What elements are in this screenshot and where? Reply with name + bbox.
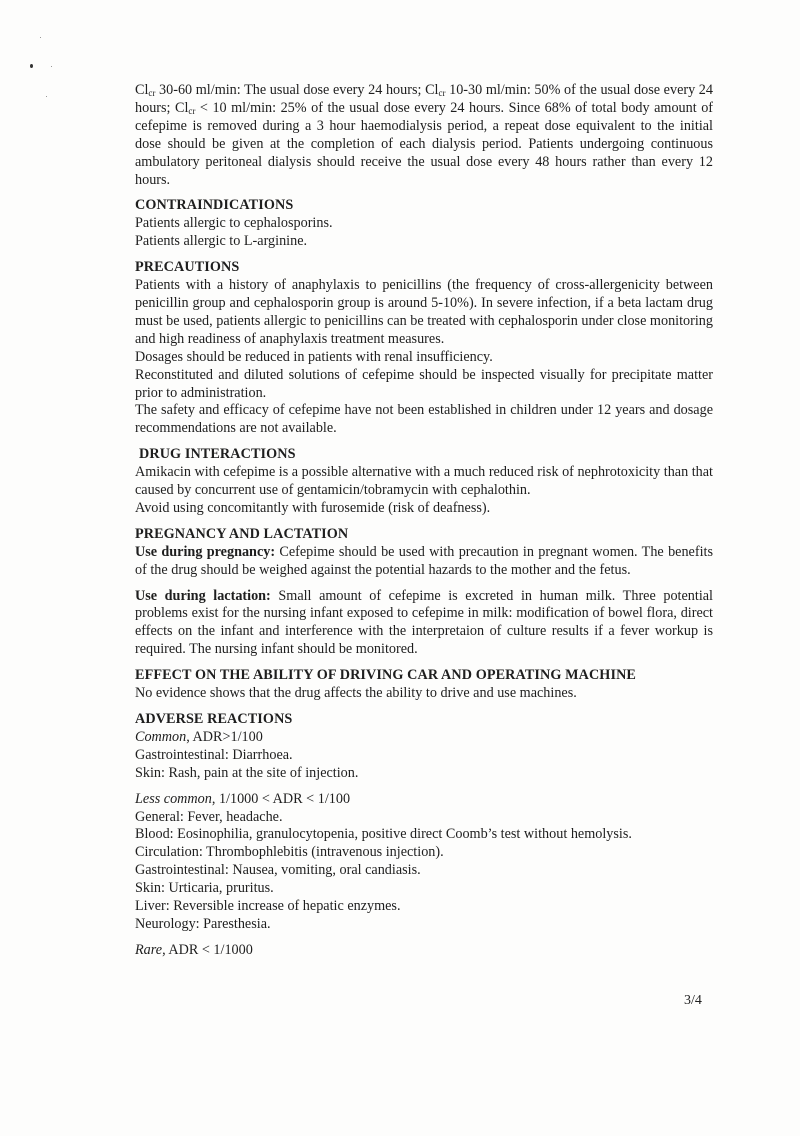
driving-heading: EFFECT ON THE ABILITY OF DRIVING CAR AND OPERATING MACHINE: [135, 667, 636, 684]
renal-dosage-text-1: 30-60 ml/min: The usual dose every 24 hours;: [155, 82, 426, 98]
contraindications-heading: CONTRAINDICATIONS: [135, 197, 294, 214]
clcr-symbol: Cl: [175, 99, 189, 116]
drug-interactions-section: [135, 446, 713, 518]
rare-frequency: , ADR < 1/1000: [162, 941, 253, 958]
renal-dosage-text-2: 10-30 ml/min: 50% of the usual dose every 24 hours;: [135, 82, 713, 116]
scan-speck: [40, 37, 41, 38]
scan-speck: [51, 66, 52, 67]
clcr-subscript: cr: [188, 105, 196, 116]
clcr-symbol: Cl: [425, 82, 439, 98]
precautions-paragraph: Dosages should be reduced in patients with renal insufficiency.: [135, 348, 493, 365]
renal-dosage-text-3: < 10 ml/min: 25% of the usual dose every 24 hours. Since 68% of total body amount of cefepime is removed during a 3 hour haemodialysis period, a repeat dose equivalent to the initial dose should be given at the completion of each dialysis period. Patients undergoing continuous ambulatory peritoneal dialysis should receive the usual dose every 48 hours rather than every 12 hours.: [135, 99, 714, 188]
pregnancy-lactation-section: [135, 526, 713, 659]
adverse-reactions-heading: ADVERSE REACTIONS: [135, 711, 293, 727]
lactation-label: Use during lactation:: [135, 587, 271, 604]
adverse-reaction-item: Skin: Urticaria, pruritus.: [135, 880, 274, 897]
scan-speck: [30, 64, 33, 68]
contraindication-item: Patients allergic to L-arginine.: [135, 233, 308, 250]
page-number: 3/4: [684, 993, 702, 1008]
clcr-symbol: Cl: [135, 82, 149, 98]
lactation-text: Small amount of cefepime is excreted in human milk. Three potential problems exist for the nursing infant exposed to cefepime in milk: modification of bowel flora, direct effects on the infant and interference with the interpretaion of culture results if a fever workup is required. The nursing infant should be monitored.: [135, 587, 713, 658]
adverse-reaction-item: Circulation: Thrombophlebitis (intravenous injection).: [135, 844, 444, 861]
precautions-section: [135, 259, 713, 438]
precautions-paragraph: The safety and efficacy of cefepime have not been established in children under 12 years and dosage recommendations are not available.: [135, 402, 713, 437]
pregnancy-label: Use during pregnancy:: [135, 543, 276, 560]
common-frequency-line: [135, 729, 713, 747]
adverse-reaction-item: Liver: Reversible increase of hepatic enzymes.: [135, 898, 401, 915]
common-label: Common: [135, 728, 187, 745]
drug-interactions-paragraph: Amikacin with cefepime is a possible alternative with a much reduced risk of nephrotoxicity than that caused by concurrent use of gentamicin/tobramycin with cephalothin.: [135, 464, 713, 499]
adverse-reaction-item: Neurology: Paresthesia.: [135, 915, 271, 932]
drug-interactions-heading: DRUG INTERACTIONS: [139, 446, 296, 463]
precautions-heading: PRECAUTIONS: [135, 259, 240, 276]
adverse-reaction-item: Blood: Eosinophilia, granulocytopenia, positive direct Coomb’s test without hemolysis.: [135, 826, 632, 843]
contraindications-section: [135, 197, 713, 251]
rare-label: Rare: [135, 941, 163, 958]
drug-interactions-paragraph: Avoid using concomitantly with furosemide (risk of deafness).: [135, 499, 491, 516]
adverse-reaction-item: Skin: Rash, pain at the site of injection.: [135, 764, 359, 781]
lactation-paragraph: [135, 588, 713, 660]
scan-speck: [46, 96, 47, 97]
less-common-frequency-line: [135, 791, 713, 809]
clcr-subscript: cr: [148, 88, 156, 98]
clcr-subscript: cr: [438, 88, 446, 98]
precautions-paragraph: Patients with a history of anaphylaxis to penicillins (the frequency of cross-allergenicity between penicillin group and cephalosporin group is around 5-10%). In severe infection, if a beta lactam drug must be used, patients allergic to penicillins can be treated with cephalosporin under close monitoring and high readiness of anaphylaxis treatment measures.: [135, 277, 713, 347]
less-common-frequency: , 1/1000 < ADR < 1/100: [211, 790, 351, 807]
pregnancy-paragraph: [135, 544, 713, 580]
pregnancy-lactation-heading: PREGNANCY AND LACTATION: [135, 525, 349, 542]
renal-dosage-paragraph: [135, 82, 713, 189]
pregnancy-text: Cefepime should be used with precaution in pregnant women. The benefits of the drug should be weighed against the potential hazards to the mother and the fetus.: [135, 543, 713, 578]
adverse-reaction-item: Gastrointestinal: Nausea, vomiting, oral candiasis.: [135, 862, 421, 879]
rare-frequency-line: [135, 942, 713, 960]
adverse-reactions-section: [135, 711, 713, 960]
adverse-reaction-item: General: Fever, headache.: [135, 808, 283, 825]
precautions-paragraph: Reconstituted and diluted solutions of cefepime should be inspected visually for precipitate matter prior to administration.: [135, 366, 713, 401]
common-frequency: , ADR>1/100: [186, 728, 263, 745]
driving-paragraph: No evidence shows that the drug affects the ability to drive and use machines.: [135, 685, 577, 702]
contraindication-item: Patients allergic to cephalosporins.: [135, 215, 333, 232]
document-page: [135, 82, 713, 960]
less-common-label: Less common: [135, 790, 212, 807]
driving-section: [135, 667, 713, 703]
adverse-reaction-item: Gastrointestinal: Diarrhoea.: [135, 746, 293, 763]
